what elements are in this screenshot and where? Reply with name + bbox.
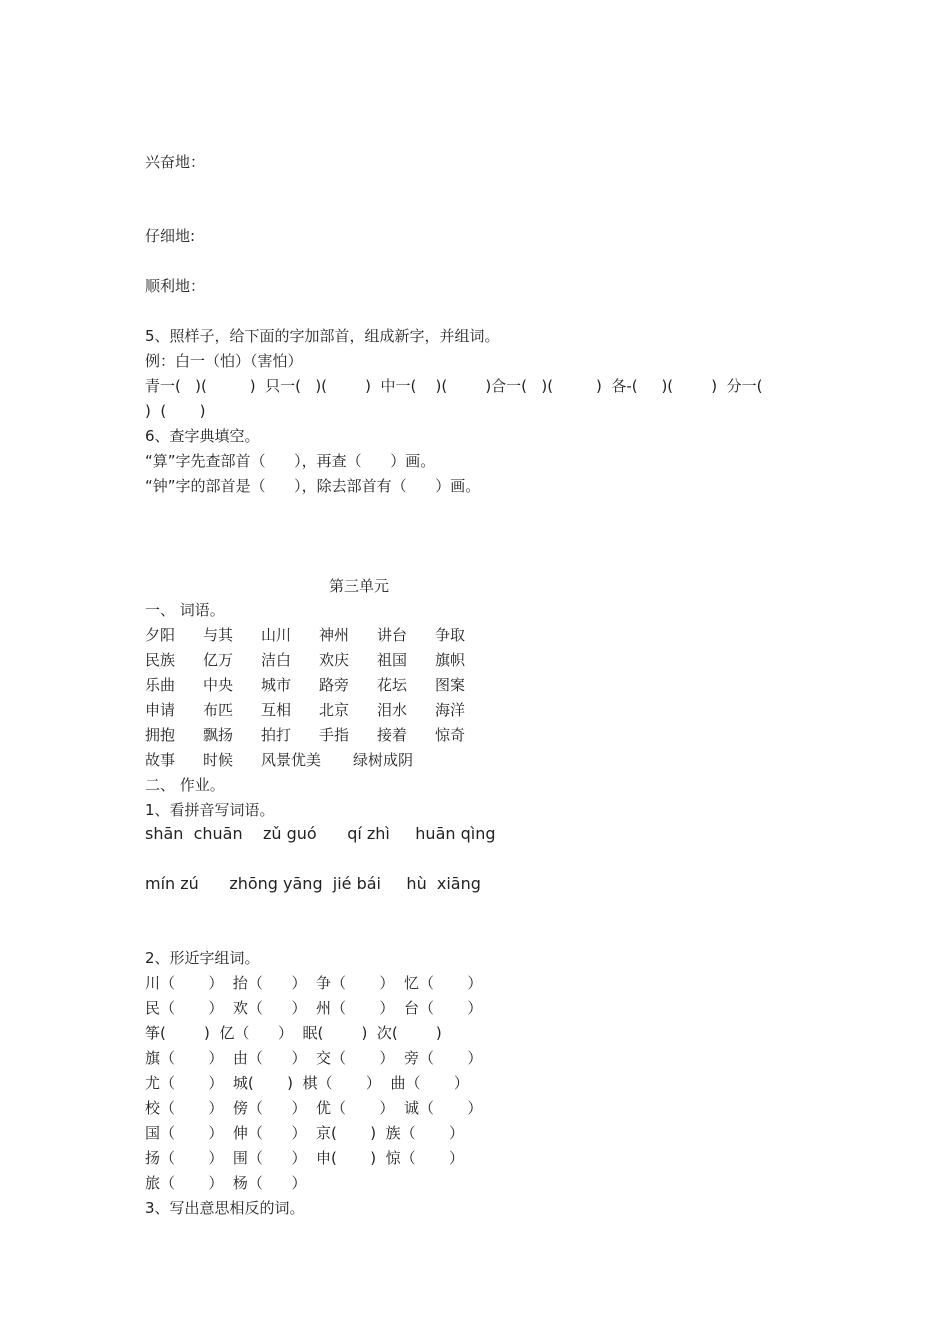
q6-line-1: “算”字先查部首（ ），再查（ ）画。 xyxy=(145,452,436,470)
vocab-word: 山川 xyxy=(261,626,292,644)
vocab-word: 洁白 xyxy=(261,651,292,669)
q3-title: 3、写出意思相反的词。 xyxy=(145,1199,305,1217)
q6-line-2: “钟”字的部首是（ ），除去部首有（ ）画。 xyxy=(145,477,481,495)
vocab-word: 手指 xyxy=(319,726,350,744)
vocab-row xyxy=(145,650,493,670)
vocab-word: 惊奇 xyxy=(435,726,466,744)
vocab-word: 花坛 xyxy=(377,676,408,694)
vocab-word: 北京 xyxy=(319,701,350,719)
vocab-word: 城市 xyxy=(261,676,292,694)
vocab-word: 民族 xyxy=(145,651,176,669)
vocab-word: 拥抱 xyxy=(145,726,176,744)
vocab-word: 风景优美 xyxy=(261,751,322,769)
q2-line: 扬（ ） 围（ ） 申( ) 惊（ ） xyxy=(145,1149,465,1167)
item-carefully: 仔细地: xyxy=(145,227,196,245)
vocab-word: 争取 xyxy=(435,626,466,644)
vocab-word: 乐曲 xyxy=(145,676,176,694)
vocab-row xyxy=(145,750,453,770)
q2-line: 尤（ ） 城( ) 棋（ ） 曲（ ） xyxy=(145,1074,469,1092)
q2-title: 2、形近字组词。 xyxy=(145,949,260,967)
vocab-word: 海洋 xyxy=(435,701,466,719)
vocab-word: 神州 xyxy=(319,626,350,644)
q2-line: 川（ ） 抬（ ） 争（ ） 忆（ ） xyxy=(145,974,483,992)
vocab-word: 绿树成阴 xyxy=(353,751,414,769)
section-homework-heading: 二、 作业。 xyxy=(145,776,225,794)
section-vocabulary-heading: 一、 词语。 xyxy=(145,601,225,619)
vocab-word: 互相 xyxy=(261,701,292,719)
vocab-word: 时候 xyxy=(203,751,234,769)
vocab-word: 夕阳 xyxy=(145,626,176,644)
item-smoothly: 顺利地： xyxy=(145,277,206,295)
pinyin-line-2: mín zú zhōng yāng jié bái hù xiāng xyxy=(145,874,481,893)
vocab-word: 图案 xyxy=(435,676,466,694)
vocab-word: 欢庆 xyxy=(319,651,350,669)
vocab-word: 讲台 xyxy=(377,626,408,644)
q2-line: 国（ ） 伸（ ） 京( ) 族（ ） xyxy=(145,1124,465,1142)
q5-title: 5、照样子，给下面的字加部首，组成新字，并组词。 xyxy=(145,327,500,345)
q1-title: 1、看拼音写词语。 xyxy=(145,801,275,819)
vocab-row xyxy=(145,675,493,695)
q2-line: 民（ ） 欢（ ） 州（ ） 台（ ） xyxy=(145,999,483,1017)
vocab-row xyxy=(145,700,493,720)
item-excitedly: 兴奋地： xyxy=(145,153,206,171)
q2-line: 旗（ ） 由（ ） 交（ ） 旁（ ） xyxy=(145,1049,483,1067)
q2-line: 校（ ） 傍（ ） 优（ ） 诚（ ） xyxy=(145,1099,483,1117)
vocab-word: 中央 xyxy=(203,676,234,694)
q2-line: 筝( ) 亿（ ） 眠( ) 次( ) xyxy=(145,1024,442,1042)
vocab-word: 泪水 xyxy=(377,701,408,719)
q5-blanks-line-2: ) ( ) xyxy=(145,402,206,420)
unit-title: 第三单元 xyxy=(329,577,390,595)
vocab-row xyxy=(145,725,493,745)
vocab-word: 飘扬 xyxy=(203,726,234,744)
vocab-word: 布匹 xyxy=(203,701,234,719)
q5-blanks-line-1: 青一( )( ) 只一( )( ) 中一( )( )合一( )( ) 各-( )( ) 分一( xyxy=(145,377,763,395)
vocab-word: 接着 xyxy=(377,726,408,744)
q6-title: 6、查字典填空。 xyxy=(145,427,260,445)
vocab-word: 旗帜 xyxy=(435,651,466,669)
vocab-word: 亿万 xyxy=(203,651,234,669)
q2-line: 旅（ ） 杨（ ） xyxy=(145,1174,307,1192)
vocab-word: 拍打 xyxy=(261,726,292,744)
vocab-word: 与其 xyxy=(203,626,234,644)
pinyin-line-1: shān chuān zǔ guó qí zhì huān qìng xyxy=(145,824,496,843)
q5-example: 例：白一（怕）（害怕） xyxy=(145,352,303,370)
vocab-word: 申请 xyxy=(145,701,176,719)
vocab-row xyxy=(145,625,493,645)
vocab-word: 祖国 xyxy=(377,651,408,669)
vocab-word: 故事 xyxy=(145,751,176,769)
vocab-word: 路旁 xyxy=(319,676,350,694)
